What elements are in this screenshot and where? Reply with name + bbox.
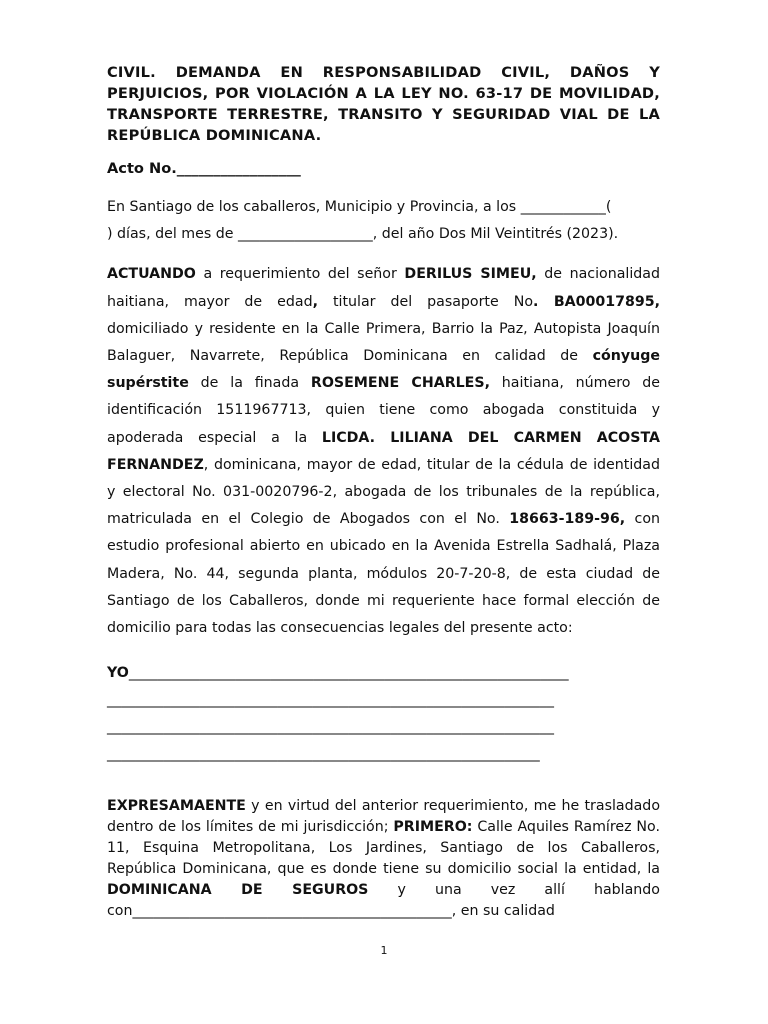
actuando-text: de la finada: [188, 375, 311, 392]
intro-line-2: ) días, del mes de ___________________, del año Dos Mil Veintitrés (2023).: [107, 226, 619, 243]
actuando-comma: ,: [312, 293, 318, 310]
page-number: 1: [380, 944, 388, 957]
expresamente-text: y en virtud del anterior requerimiento, me he trasladado dentro de los límites de mi jurisdicción;: [107, 798, 660, 836]
yo-blank-line: _______________________________________________________________: [107, 719, 554, 736]
actuando-text: con estudio profesional abierto en ubicado en la Avenida Estrella Sadhalá, Plaza Madera, No. 44, segunda planta, módulos 20-7-20-8, de esta ciudad de Santiago de los Caballeros, donde mi requeriente hace formal elección de domicilio para todas las consecuencias legales del presente acto:: [107, 511, 660, 637]
bar-registration-number: 18663-189-96,: [509, 511, 626, 528]
yo-blank-line: _______________________________________________________________: [107, 692, 554, 709]
actuando-text: , dominicana, mayor de edad, titular de la cédula de identidad y electoral No. 031-0020796-2, abogada de los tribunales de la república, matriculada en el Colegio de Abogados con el No.: [107, 456, 660, 528]
yo-blank-line: _____________________________________________________________: [107, 746, 540, 763]
document-page: [107, 62, 660, 936]
actuando-paragraph: [107, 261, 660, 642]
insurer-name: DOMINICANA DE SEGUROS: [107, 882, 369, 899]
yo-label: YO: [107, 665, 129, 682]
yo-section: [107, 660, 660, 768]
deceased-name: ROSEMENE CHARLES,: [310, 375, 490, 392]
actuando-text: titular del pasaporte No: [317, 293, 534, 310]
requester-name: DERILUS SIMEU,: [404, 266, 537, 283]
expresamente-text: y una vez allí hablando con: [107, 882, 660, 920]
expresamente-paragraph: [107, 796, 660, 922]
actuando-text: a requerimiento del señor: [195, 266, 405, 283]
contact-blank-line: _____________________________________________: [132, 903, 452, 920]
intro-paragraph: [107, 194, 660, 248]
document-title: CIVIL. DEMANDA EN RESPONSABILIDAD CIVIL, DAÑOS Y PERJUICIOS, POR VIOLACIÓN A LA LEY NO. 63-17 DE MOVILIDAD, TRANSPORTE TERRESTRE, TRANSITO Y SEGURIDAD VIAL DE LA REPÚBLICA DOMINICANA.: [107, 64, 660, 144]
passport-number: . BA00017895,: [533, 293, 660, 310]
expresamente-text: Calle Aquiles Ramírez No. 11, Esquina Metropolitana, Los Jardines, Santiago de los Caballeros, República Dominicana, que es donde tiene su domicilio social la entidad, la: [107, 819, 660, 878]
actuando-text: haitiana, número de identificación 1511967713, quien tiene como abogada constituida y apoderada especial a la: [107, 375, 660, 446]
intro-line-1: En Santiago de los caballeros, Municipio y Provincia, a los ____________(: [107, 199, 612, 215]
expresamente-text: , en su calidad: [451, 903, 555, 920]
actuando-keyword: ACTUANDO: [107, 266, 196, 283]
lawyer-name: LICDA. LILIANA DEL CARMEN ACOSTA FERNANDEZ: [107, 429, 660, 473]
primero-label: PRIMERO:: [393, 819, 473, 836]
actuando-text: de nacionalidad haitiana, mayor de edad: [107, 266, 660, 310]
expresamente-keyword: EXPRESAMAENTE: [107, 798, 246, 815]
actuando-text: domiciliado y residente en la Calle Primera, Barrio la Paz, Autopista Joaquín Balaguer, Navarrete, República Dominicana en calidad de: [107, 320, 660, 365]
yo-blank-line: ______________________________________________________________: [128, 665, 569, 682]
acto-number: Acto No._________________: [107, 160, 301, 177]
spouse-status: cónyuge supérstite: [107, 348, 660, 392]
